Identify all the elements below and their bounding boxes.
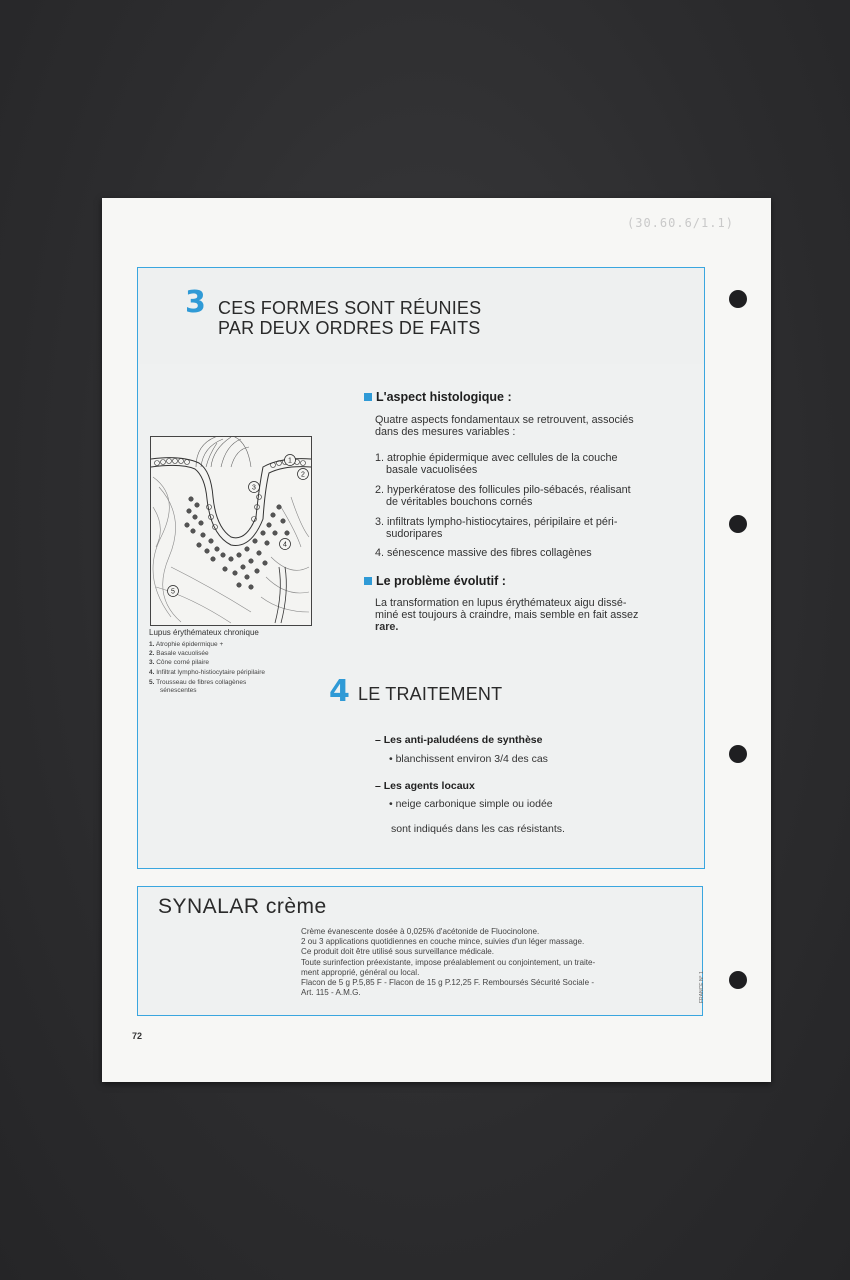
binder-hole [729,971,747,989]
binder-hole [729,515,747,533]
treatment-antimalarials-heading: – Les anti-paludéens de synthèse [375,734,543,746]
marker-3: 3 [252,484,256,492]
figure-legend-2: 2. Basale vacuolisée [149,650,209,657]
histology-intro-line2: dans des mesures variables : [375,426,516,438]
histology-intro-line1: Quatre aspects fondamentaux se retrouvent, associés [375,414,634,426]
section-3-number: 3 [185,285,206,320]
square-bullet-icon [364,577,372,585]
section-3-header-panel [137,267,705,365]
figure-caption: Lupus érythémateux chronique [149,628,259,637]
skin-section-drawing [151,437,311,625]
marker-4: 4 [283,541,287,549]
section-3-title-line1: CES FORMES SONT RÉUNIES [218,298,482,318]
figure-legend-5: 5. Trousseau de fibres collagènes [149,679,247,686]
product-line-5: ment approprié, général ou local. [301,968,420,977]
product-line-3: Ce produit doit être utilisé sous surveillance médicale. [301,947,494,956]
reference-code: (30.60.6/1.1) [627,216,734,230]
product-line-4: Toute surinfection préexistante, impose préalablement ou conjointement, un traite- [301,958,596,967]
figure-legend-3: 3. Cône corné pilaire [149,659,209,666]
evolution-line3: rare. [375,621,399,633]
figure-legend-5-cont: sénescentes [160,687,197,694]
histology-item-4: 4. sénescence massive des fibres collagènes [375,547,592,559]
side-print-code: FRANCE N° 1 [699,971,705,1003]
binder-hole [729,745,747,763]
treatment-local-agents-text: • neige carbonique simple ou iodée [389,798,553,810]
product-line-2: 2 ou 3 applications quotidiennes en couche mince, suivies d'un léger massage. [301,937,585,946]
marker-2: 2 [301,471,305,479]
evolution-line1: La transformation en lupus érythémateux aigu dissé- [375,597,627,609]
histology-heading: L'aspect histologique : [364,390,512,404]
product-line-6: Flacon de 5 g P.5,85 F - Flacon de 15 g P.12,25 F. Remboursés Sécurité Sociale - [301,978,595,987]
section-3-title-line2: PAR DEUX ORDRES DE FAITS [218,318,481,338]
marker-1: 1 [288,457,292,465]
treatment-local-agents-heading: – Les agents locaux [375,780,475,792]
product-line-7: Art. 115 - A.M.G. [301,988,361,997]
figure-legend-1: 1. Atrophie épidermique + [149,641,224,648]
product-name: SYNALAR crème [158,895,327,918]
square-bullet-icon [364,393,372,401]
marker-5: 5 [171,588,175,596]
treatment-antimalarials-text: • blanchissent environ 3/4 des cas [389,753,548,765]
section-4-title: LE TRAITEMENT [358,684,503,704]
histology-item-3: 3. infiltrats lympho-histiocytaires, péripilaire et péri- sudoripares [375,516,618,540]
section-4-number: 4 [329,674,350,709]
binder-hole [729,290,747,308]
page-number: 72 [132,1031,143,1041]
document-page [102,198,771,1082]
product-line-1: Crème évanescente dosée à 0,025% d'acétonide de Fluocinolone. [301,927,540,936]
evolution-heading: Le problème évolutif : [364,574,506,588]
histology-item-1: 1. atrophie épidermique avec cellules de la couche basale vacuolisées [375,452,618,476]
histology-item-2: 2. hyperkératose des follicules pilo-sébacés, réalisant de véritables bouchons cornés [375,484,631,508]
figure-legend-4: 4. Infiltrat lympho-histiocytaire péripilaire [149,669,265,676]
treatment-resistant-note: sont indiqués dans les cas résistants. [391,823,565,835]
evolution-line2: miné est toujours à craindre, mais semble en fait assez [375,609,639,621]
histology-illustration [150,436,312,626]
